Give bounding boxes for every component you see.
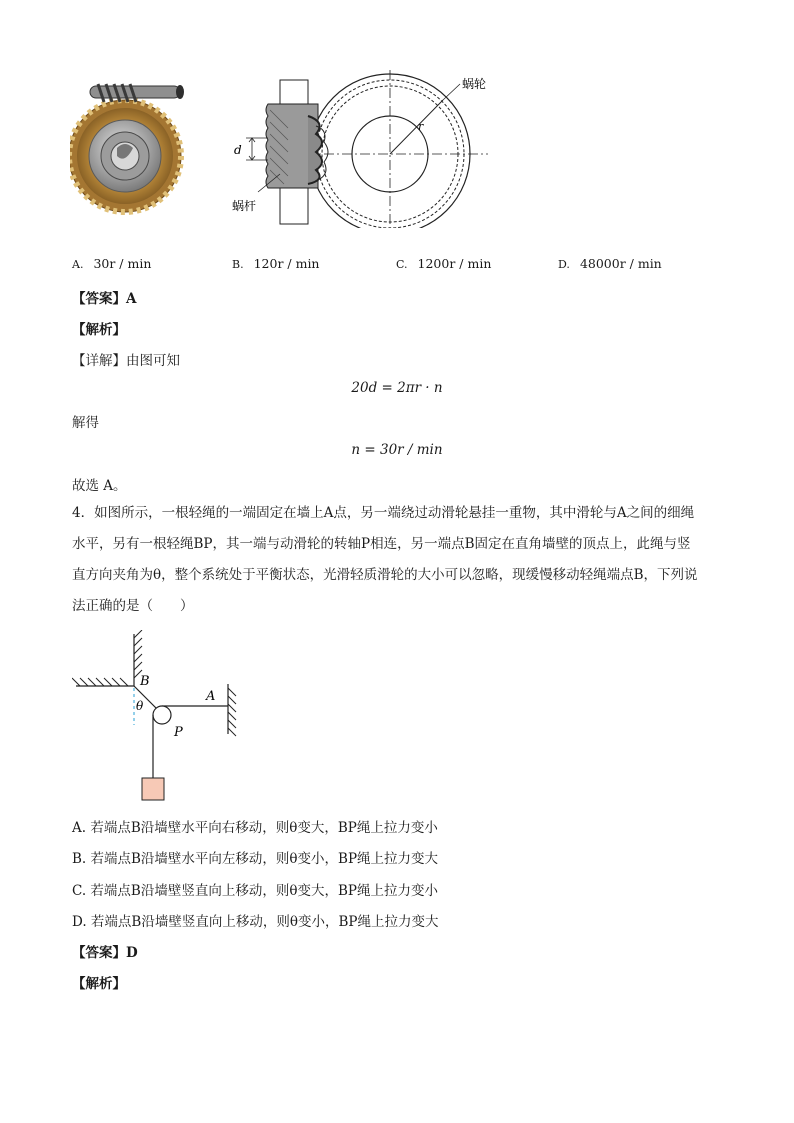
weight-block bbox=[142, 778, 164, 800]
q3-analysis-heading: 【解析】 bbox=[72, 322, 126, 338]
pulley-diagram bbox=[72, 630, 252, 805]
worm-gear-diagram bbox=[228, 70, 494, 228]
q4-option-b: B. 若端点B沿墙壁水平向左移动，则θ变小，BP绳上拉力变大 bbox=[72, 851, 439, 867]
q4-line: 水平，另有一根轻绳BP，其一端与动滑轮的转轴P相连，另一端点B固定在直角墙壁的顶点上，此绳与竖 bbox=[72, 536, 691, 552]
q3-option-c: C. 1200r / min bbox=[396, 256, 492, 271]
q4-line: 4．如图所示，一根轻绳的一端固定在墙上A点，另一端绕过动滑轮悬挂一重物，其中滑轮与A之间的细绳 bbox=[72, 505, 695, 521]
q3-choice: 故选 A。 bbox=[72, 478, 127, 494]
corner-wall bbox=[72, 630, 142, 686]
q3-equation-1: 20d = 2πr · n bbox=[351, 380, 443, 396]
q4-analysis-heading: 【解析】 bbox=[72, 976, 126, 992]
worm-gear-photo bbox=[70, 78, 188, 220]
label-d: d bbox=[234, 143, 242, 157]
q4-question bbox=[72, 498, 724, 622]
q4-option-d: D. 若端点B沿墙壁竖直向上移动，则θ变小，BP绳上拉力变大 bbox=[72, 914, 439, 930]
q3-option-d: D. 48000r / min bbox=[558, 256, 662, 271]
worm-rod bbox=[246, 80, 328, 224]
q4-option-c: C. 若端点B沿墙壁竖直向上移动，则θ变大，BP绳上拉力变小 bbox=[72, 883, 438, 899]
q3-option-b: B. 120r / min bbox=[232, 256, 320, 271]
q3-detail: 【详解】由图可知 bbox=[72, 353, 180, 369]
q4-line: 直方向夹角为θ，整个系统处于平衡状态，光滑轻质滑轮的大小可以忽略，现缓慢移动轻绳端点B，下列说 bbox=[72, 567, 698, 583]
label-worm-rod: 蜗杆 bbox=[232, 199, 257, 213]
q4-line: 法正确的是（ ） bbox=[72, 598, 194, 614]
q4-option-a: A. 若端点B沿墙壁水平向右移动，则θ变大，BP绳上拉力变小 bbox=[72, 820, 438, 836]
label-r: r bbox=[418, 120, 424, 133]
q3-answer: 【答案】A bbox=[72, 291, 137, 307]
label-b: B bbox=[140, 674, 150, 689]
q3-equation-2: n = 30r / min bbox=[351, 442, 443, 458]
label-worm-wheel: 蜗轮 bbox=[462, 77, 487, 91]
q3-solve-label: 解得 bbox=[72, 415, 99, 431]
pulley bbox=[153, 706, 171, 724]
q4-answer: 【答案】D bbox=[72, 945, 138, 961]
label-theta: θ bbox=[136, 699, 144, 713]
q3-option-a: A. 30r / min bbox=[72, 256, 152, 271]
right-wall bbox=[228, 684, 236, 736]
label-p: P bbox=[174, 725, 183, 740]
label-a: A bbox=[206, 689, 216, 704]
